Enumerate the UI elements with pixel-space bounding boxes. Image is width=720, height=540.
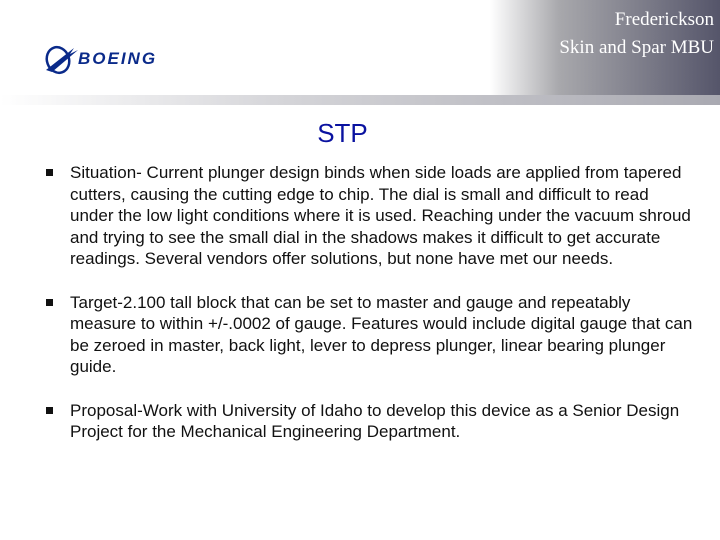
slide-title-text: STP [317, 118, 368, 148]
bullet-situation [44, 162, 694, 270]
square-bullet-icon [46, 169, 53, 176]
header-title [484, 6, 714, 62]
bullet-text: Target-2.100 tall block that can be set to master and gauge and repeatably measure to within +/-.0002 of gauge. Features would include digital gauge that can be zeroed in master, back light, lever to depress plunger, linear bearing plunger guide. [70, 292, 693, 376]
header-divider [0, 95, 720, 105]
bullet-proposal [44, 400, 694, 443]
bullet-text: Proposal-Work with University of Idaho to develop this device as a Senior Design Project for the Mechanical Engineering Department. [70, 400, 680, 441]
boeing-wordmark: BOEING [78, 49, 158, 68]
slide-title [0, 118, 720, 149]
header-line-1: Frederickson [614, 9, 714, 30]
header-line-2: Skin and Spar MBU [559, 37, 714, 58]
square-bullet-icon [46, 407, 53, 414]
square-bullet-icon [46, 299, 53, 306]
bullet-text: Situation- Current plunger design binds when side loads are applied from tapered cutters, causing the cutting edge to chip. The dial is small and difficult to read under the low light conditions where it is used. Reaching under the vacuum shroud and trying to see the small dial in the shadows makes it difficult to get accurate readings. Several vendors offer solutions, but none have met our needs. [70, 163, 691, 268]
boeing-logo [44, 40, 194, 80]
bullet-target [44, 292, 694, 378]
bullet-list [44, 162, 694, 465]
